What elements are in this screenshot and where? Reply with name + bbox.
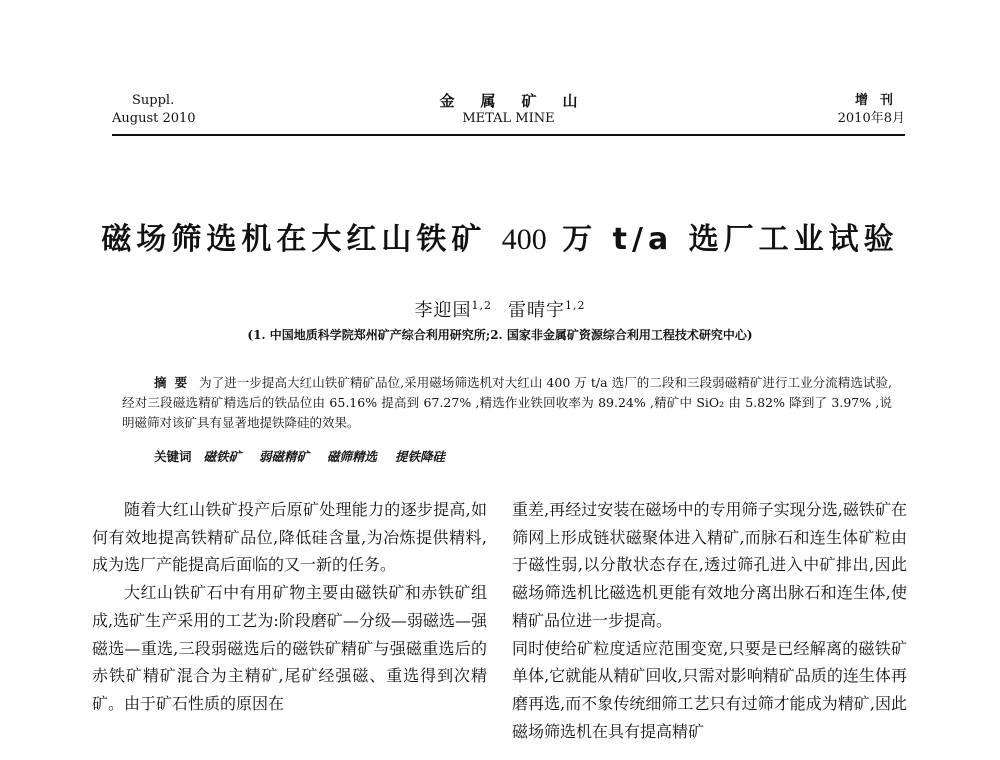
header-date-en: August 2010 (112, 111, 196, 126)
affiliation: (1. 中国地质科学院郑州矿产综合利用研究所;2. 国家非金属矿资源综合利用工程技术研究中心) (247, 328, 753, 342)
keyword: 弱磁精矿 (259, 449, 310, 464)
running-header (112, 92, 905, 138)
journal-name-en: METAL MINE (462, 111, 555, 126)
body-paragraph: 同时使给矿粒度适应范围变宽,只要是已经解离的磁铁矿单体,它就能从精矿回收,只需对影响精矿品质的连生体再磨再选,而不象传统细筛工艺只有过筛才能成为精矿,因此磁场筛选机在具有提高精矿 (512, 638, 907, 741)
title-number: 400 (501, 223, 547, 256)
abstract (122, 373, 892, 433)
body-column-right (512, 496, 907, 745)
keyword: 提铁降硅 (395, 449, 446, 464)
author-2-name: 雷晴宇 (508, 300, 565, 321)
header-journal (112, 92, 905, 128)
header-right (838, 92, 905, 128)
keywords-label: 关键词 (154, 449, 192, 464)
author-1-affil: 1,2 (471, 299, 492, 312)
keyword: 磁筛精选 (327, 449, 378, 464)
body-column-left (92, 496, 487, 718)
body-paragraph: 重差,再经过安装在磁场中的专用筛子实现分选,磁铁矿在筛网上形成链状磁聚体进入精矿,而脉石和连生体矿粒由于磁性弱,以分散状态存在,透过筛孔进入中矿排出,因此磁场筛选机比磁选机更能有效地分离出脉石和连生体,使精矿品位进一步提高。 (512, 500, 907, 630)
title-part1: 磁场筛选机在大红山铁矿 (101, 222, 487, 257)
paper-title (0, 214, 1000, 258)
journal-name-cn: 金属矿山 (439, 92, 604, 110)
abstract-label: 摘要 (154, 375, 196, 390)
abstract-text: 为了进一步提高大红山铁矿精矿品位,采用磁场筛选机对大红山 400 万 t/a 选厂的二段和三段弱磁精矿进行工业分流精选试验,经对三段磁选精矿精选后的铁品位由 65.16% 提高到 67.27% ,精选作业铁回收率为 89.24% ,精矿中 SiO₂ 由 5.82% 降到了 3.97% ,说明磁筛对该矿具有显著地提铁降硅的效果。 (122, 375, 892, 430)
authors (0, 296, 1000, 322)
header-supplement-cn: 增刊 (854, 93, 905, 108)
keywords (122, 447, 892, 467)
header-rule (112, 134, 905, 136)
keyword: 磁铁矿 (203, 449, 242, 464)
header-suppl: Suppl. (132, 93, 175, 108)
body-paragraph: 随着大红山铁矿投产后原矿处理能力的逐步提高,如何有效地提高铁精矿品位,降低硅含量,为冶炼提供精料,成为选厂产能提高后面临的又一新的任务。 (92, 500, 487, 575)
title-part2: 万 t/a 选厂工业试验 (562, 222, 899, 257)
body-paragraph: 大红山铁矿石中有用矿物主要由磁铁矿和赤铁矿组成,选矿生产采用的工艺为:阶段磨矿—分级—弱磁选—强磁选—重选,三段弱磁选后的磁铁矿精矿与强磁重选后的赤铁矿精矿混合为主精矿,尾矿经强磁、重选得到次精矿。由于矿石性质的原因在 (92, 583, 487, 713)
header-date-cn: 2010年8月 (837, 111, 905, 126)
author-2-affil: 1,2 (565, 299, 586, 312)
author-1-name: 李迎国 (414, 300, 472, 321)
